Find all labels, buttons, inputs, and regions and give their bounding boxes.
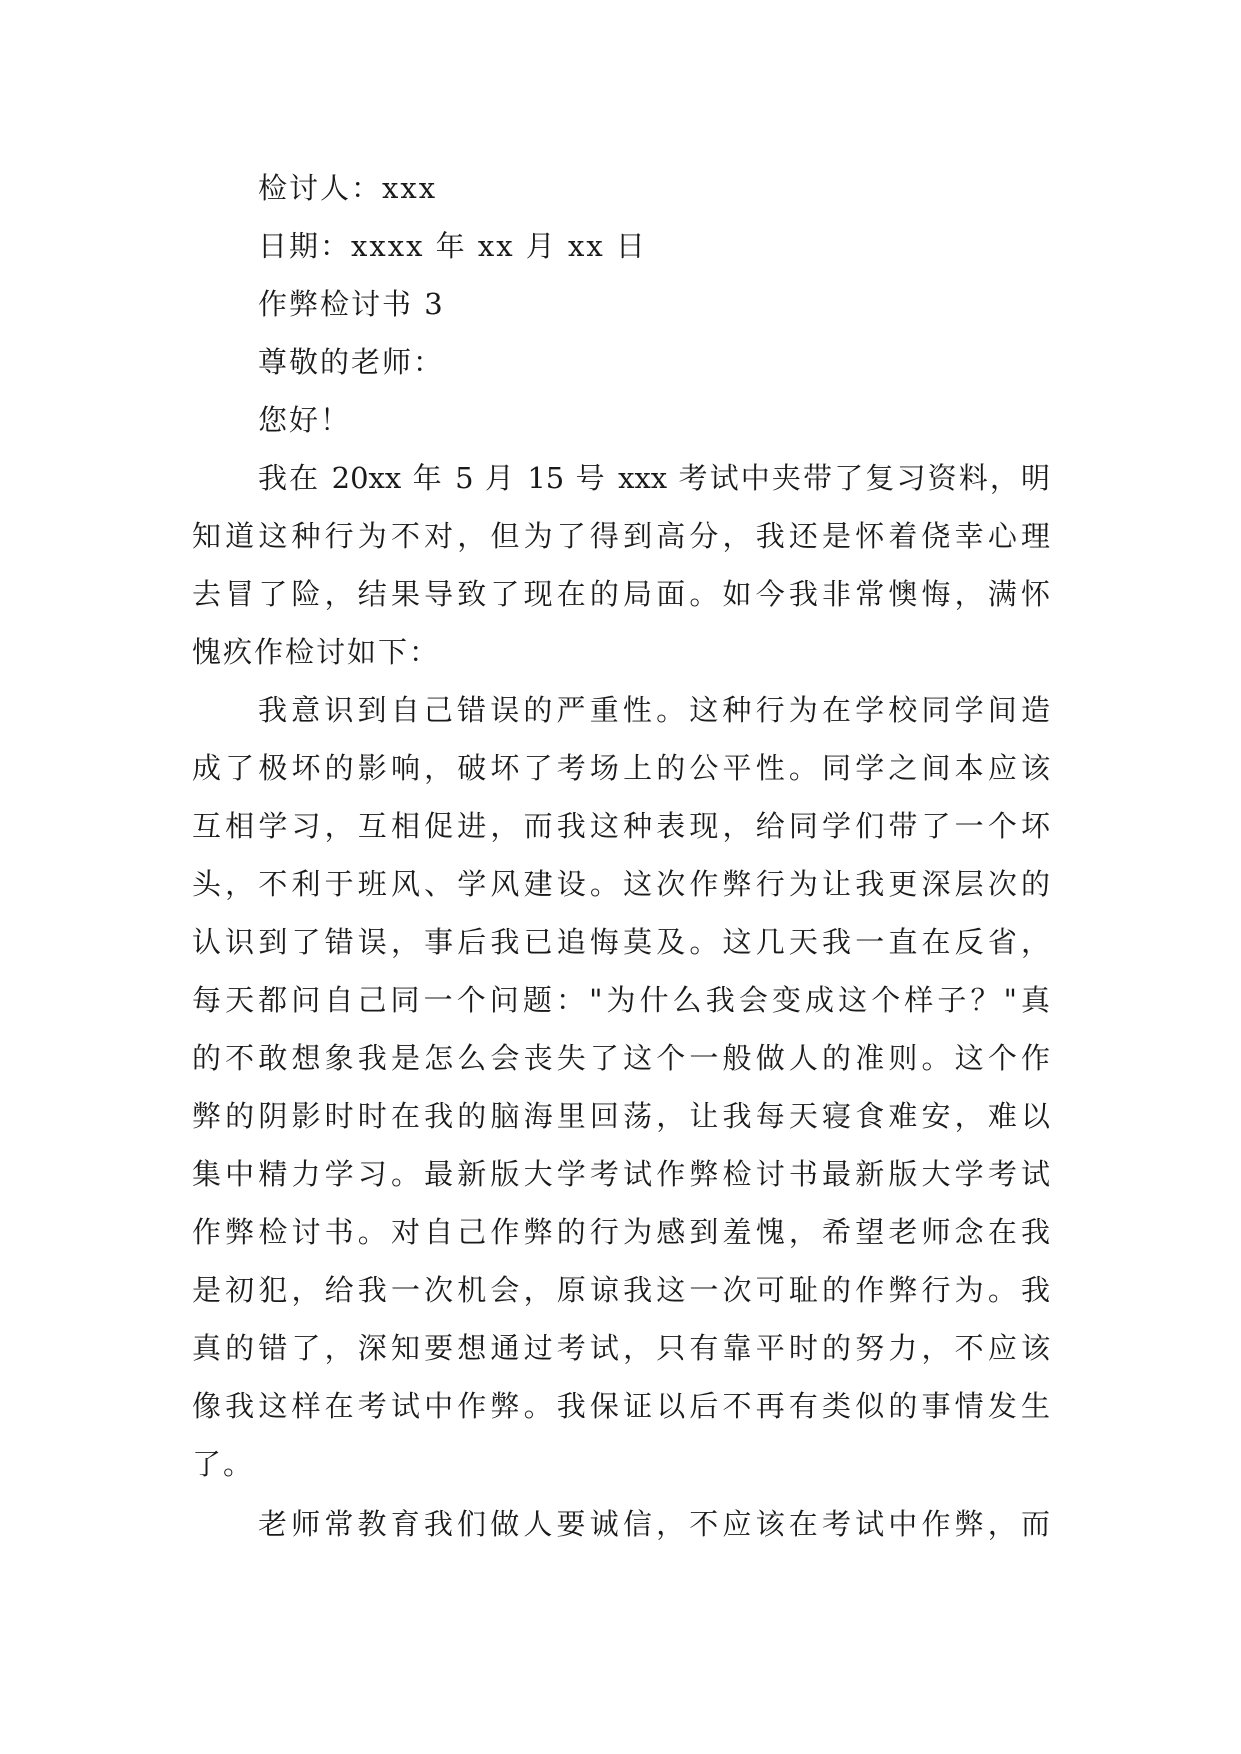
paragraph-line: 像我这样在考试中作弊。我保证以后不再有类似的事情发生 [192,1389,1050,1423]
paragraph-line: 了。 [192,1447,255,1481]
paragraph-line: 头，不利于班风、学风建设。这次作弊行为让我更深层次的 [192,867,1050,901]
reviewer-line: 检讨人：xxx [258,171,438,205]
paragraph-line: 我在 20xx 年 5 月 15 号 xxx 考试中夹带了复习资料，明 [258,461,1050,495]
paragraph-line: 真的错了，深知要想通过考试，只有靠平时的努力，不应该 [192,1331,1050,1365]
paragraph-line: 弊的阴影时时在我的脑海里回荡，让我每天寝食难安，难以 [192,1099,1050,1133]
paragraph-line: 愧疚作检讨如下： [192,635,441,669]
paragraph-line: 老师常教育我们做人要诚信，不应该在考试中作弊，而 [258,1507,1050,1541]
greeting: 您好！ [258,403,352,437]
salutation: 尊敬的老师： [258,345,445,379]
paragraph-line: 集中精力学习。最新版大学考试作弊检讨书最新版大学考试 [192,1157,1050,1191]
paragraph-line: 认识到了错误，事后我已追悔莫及。这几天我一直在反省， [192,925,1050,959]
paragraph-line: 去冒了险，结果导致了现在的局面。如今我非常懊悔，满怀 [192,577,1050,611]
paragraph-line: 是初犯，给我一次机会，原谅我这一次可耻的作弊行为。我 [192,1273,1050,1307]
date-line: 日期：xxxx 年 xx 月 xx 日 [258,229,647,263]
paragraph-line: 知道这种行为不对，但为了得到高分，我还是怀着侥幸心理 [192,519,1050,553]
paragraph-line: 作弊检讨书。对自己作弊的行为感到羞愧，希望老师念在我 [192,1215,1050,1249]
paragraph-line: 成了极坏的影响，破坏了考场上的公平性。同学之间本应该 [192,751,1050,785]
paragraph-line: 每天都问自己同一个问题："为什么我会变成这个样子？"真 [192,983,1050,1017]
document-title: 作弊检讨书 3 [258,287,445,321]
paragraph-line: 互相学习，互相促进，而我这种表现，给同学们带了一个坏 [192,809,1050,843]
paragraph-line: 的不敢想象我是怎么会丧失了这个一般做人的准则。这个作 [192,1041,1050,1075]
paragraph-line: 我意识到自己错误的严重性。这种行为在学校同学间造 [258,693,1050,727]
